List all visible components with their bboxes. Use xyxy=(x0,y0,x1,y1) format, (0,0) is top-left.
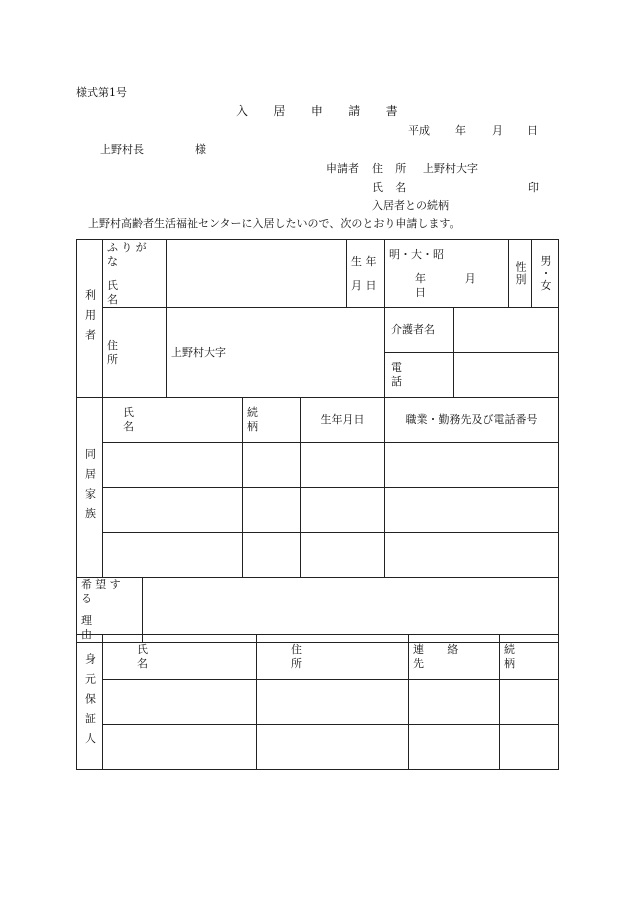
user-section-header: 利用者 xyxy=(77,240,103,398)
guarantor-section-header: 身元保証人 xyxy=(77,635,103,770)
birth-ymd: 年 月 日 xyxy=(415,271,494,299)
reason-label-1: 希望する xyxy=(81,578,124,605)
guarantor-col-name: 氏 名 xyxy=(103,635,257,680)
family-col-birthdate: 生年月日 xyxy=(301,398,385,443)
user-address-value: 上野村大字 xyxy=(171,345,226,359)
caregiver-label: 介護者名 xyxy=(385,308,454,352)
applicant-label: 申請者 xyxy=(326,162,359,175)
caregiver-row xyxy=(385,308,559,353)
applicant-address-label: 住 所 xyxy=(372,162,411,175)
reason-label-2: 理 由 xyxy=(81,614,117,641)
family-row[interactable] xyxy=(77,443,559,488)
birth-label-2: 月 日 xyxy=(351,278,377,292)
family-col-relation: 続 柄 xyxy=(243,398,301,443)
family-section-header: 同居家族 xyxy=(77,398,103,578)
sex-label-cell xyxy=(509,240,532,308)
family-col-occupation: 職業・勤務先及び電話番号 xyxy=(385,398,559,443)
phone-label: 電 話 xyxy=(385,353,454,397)
user-address-field[interactable] xyxy=(167,308,385,398)
guarantor-row[interactable] xyxy=(77,725,559,770)
birth-label-1: 生 年 xyxy=(351,254,377,268)
applicant-relation-label: 入居者との続柄 xyxy=(372,199,449,212)
addressee-suffix: 様 xyxy=(195,143,206,156)
guarantor-col-relation: 続 柄 xyxy=(500,635,559,680)
furigana-name-labels xyxy=(103,240,167,308)
birthdate-field[interactable] xyxy=(385,240,509,308)
intro-text: 上野村高齢者生活福祉センターに入居したいので、次のとおり申請します。 xyxy=(88,217,461,230)
guarantor-col-contact: 連 絡 先 xyxy=(409,635,500,680)
user-name-label: 氏 名 xyxy=(107,278,132,306)
furigana-label: ふりがな xyxy=(107,240,150,268)
sex-options-cell[interactable] xyxy=(532,240,559,308)
reason-label-cell xyxy=(77,578,143,643)
date-era: 平成 xyxy=(408,124,430,137)
date-day: 日 xyxy=(527,124,538,137)
family-row[interactable] xyxy=(77,533,559,578)
era-options: 明・大・昭 xyxy=(389,247,444,261)
phone-field[interactable] xyxy=(454,353,558,397)
sex-options: 男・女 xyxy=(539,255,552,292)
family-row[interactable] xyxy=(77,488,559,533)
seal-mark: 印 xyxy=(528,181,539,194)
guarantor-row[interactable] xyxy=(77,680,559,725)
user-address-label: 住 所 xyxy=(107,338,134,366)
phone-row xyxy=(385,353,559,398)
form-title: 入 居 申 請 書 xyxy=(236,104,409,118)
addressee-name: 上野村長 xyxy=(100,143,144,156)
caregiver-field[interactable] xyxy=(454,308,558,352)
sex-label: 性別 xyxy=(514,261,527,286)
form-number: 様式第1号 xyxy=(76,86,127,99)
reason-field[interactable] xyxy=(143,578,559,643)
applicant-address-value: 上野村大字 xyxy=(423,162,478,175)
family-col-name: 氏 名 xyxy=(103,398,243,443)
user-address-label-cell xyxy=(103,308,167,398)
birthdate-labels xyxy=(347,240,385,308)
guarantor-col-address: 住 所 xyxy=(257,635,409,680)
user-name-field[interactable] xyxy=(167,240,347,308)
applicant-name-label: 氏 名 xyxy=(372,181,411,194)
date-year: 年 xyxy=(455,124,466,137)
date-month: 月 xyxy=(492,124,503,137)
